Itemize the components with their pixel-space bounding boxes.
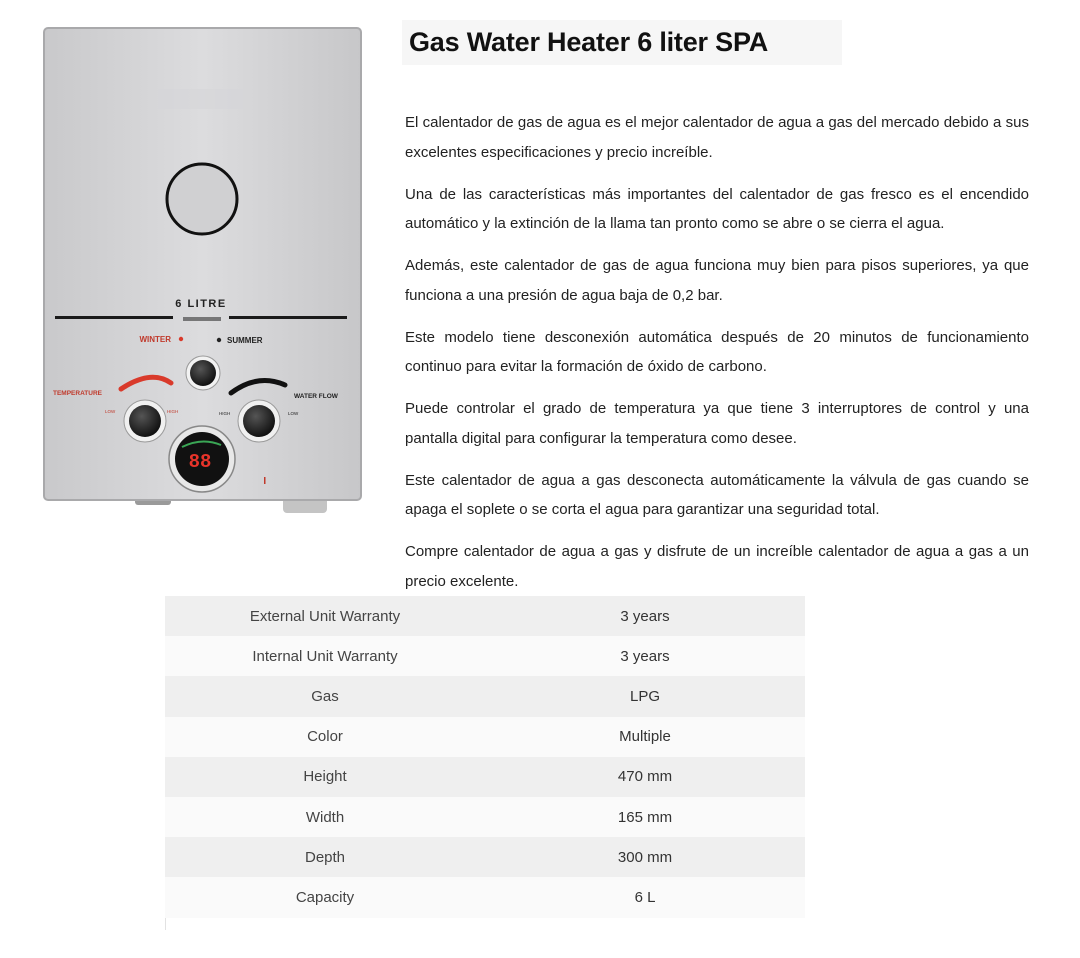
- season-knob: [190, 360, 216, 386]
- table-row: [165, 837, 805, 877]
- page-title: Gas Water Heater 6 liter SPA: [409, 27, 769, 57]
- spec-value: 470 mm: [485, 757, 805, 797]
- table-row: [165, 676, 805, 716]
- winter-dot: [179, 337, 183, 341]
- description-paragraph: El calentador de gas de agua es el mejor calentador de agua a gas del mercado debido a sus excelentes especificaciones y precio increíble.: [405, 114, 1029, 161]
- table-row: [165, 636, 805, 676]
- water-flow-label: WATER FLOW: [294, 393, 338, 400]
- description-paragraph: Este calentador de agua a gas desconecta automáticamente la válvula de gas cuando se apaga el soplete o se corta el agua para garantizar una seguridad total.: [405, 471, 1029, 518]
- product-description: [405, 108, 1029, 609]
- table-row: [165, 797, 805, 837]
- spec-value: 165 mm: [485, 797, 805, 837]
- winter-label: WINTER: [139, 335, 171, 344]
- spec-value: 3 years: [485, 636, 805, 676]
- spec-label: Depth: [165, 837, 485, 877]
- spec-value: 300 mm: [485, 837, 805, 877]
- spec-label: Width: [165, 797, 485, 837]
- indicator-strip: [183, 317, 221, 321]
- temp-high-label: HIGH: [167, 409, 179, 414]
- spec-value: 3 years: [485, 596, 805, 636]
- description-paragraph: Compre calentador de agua a gas y disfrute de un increíble calentador de agua a gas a un precio excelente.: [405, 543, 1029, 590]
- spec-value: Multiple: [485, 717, 805, 757]
- water-heater-illustration: [43, 27, 363, 517]
- description-paragraph: Este modelo tiene desconexión automática después de 20 minutos de funcionamiento continuo para evitar la formación de óxido de carbono.: [405, 328, 1029, 375]
- table-row: [165, 596, 805, 636]
- product-image: [43, 27, 363, 517]
- temperature-label: TEMPERATURE: [53, 390, 102, 397]
- viewing-window: [167, 164, 237, 234]
- spec-label: Gas: [165, 676, 485, 716]
- summer-label: SUMMER: [227, 336, 263, 345]
- table-row: [165, 717, 805, 757]
- description-paragraph: Puede controlar el grado de temperatura ya que tiene 3 interruptores de control y una pantalla digital para configurar la temperatura como desee.: [405, 400, 1029, 447]
- temperature-knob: [129, 405, 161, 437]
- spec-value: 6 L: [485, 877, 805, 917]
- spec-table: [165, 596, 805, 918]
- table-row: [165, 877, 805, 917]
- flow-high-label: HIGH: [219, 411, 231, 416]
- title-box: [402, 20, 842, 65]
- spec-table-container: [165, 596, 805, 918]
- spec-label: Internal Unit Warranty: [165, 636, 485, 676]
- table-row: [165, 757, 805, 797]
- spec-label: Height: [165, 757, 485, 797]
- temp-low-label: LOW: [105, 409, 116, 414]
- summer-dot: [217, 338, 221, 342]
- spec-value: LPG: [485, 676, 805, 716]
- spec-label: External Unit Warranty: [165, 596, 485, 636]
- description-paragraph: Además, este calentador de gas de agua funciona muy bien para pisos superiores, ya que funciona a una presión de agua baja de 0,2 bar.: [405, 257, 1029, 304]
- spec-label: Capacity: [165, 877, 485, 917]
- capacity-label: 6 LITRE: [175, 298, 227, 310]
- water-flow-knob: [243, 405, 275, 437]
- logo-area: [158, 89, 246, 109]
- description-paragraph: Una de las características más importantes del calentador de gas fresco es el encendido automático y la extinción de la llama tan pronto como se abre o se cierra el agua.: [405, 185, 1029, 232]
- flow-low-label: LOW: [288, 411, 299, 416]
- divider-right: [229, 316, 347, 319]
- warning-mark: [264, 477, 266, 484]
- divider-left: [55, 316, 173, 319]
- spec-label: Color: [165, 717, 485, 757]
- display-readout: 88: [188, 451, 212, 473]
